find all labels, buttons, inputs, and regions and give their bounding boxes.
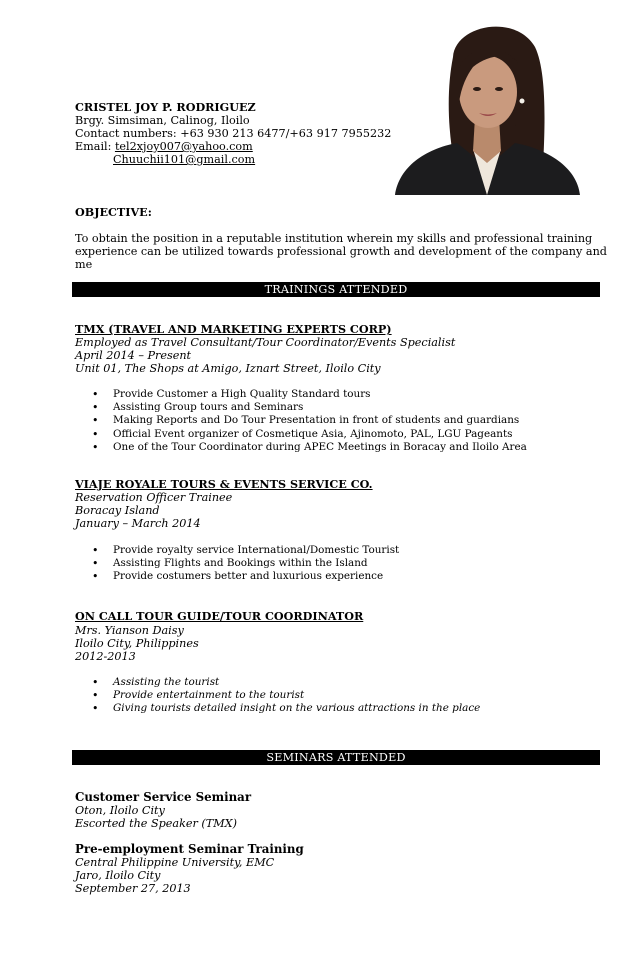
job-detail: 2012-2013 xyxy=(75,650,136,663)
email-line xyxy=(75,140,253,153)
job-duties-list xyxy=(75,388,527,454)
job-detail: April 2014 – Present xyxy=(75,349,192,362)
list-item: • Provide Customer a High Quality Standard tours xyxy=(75,388,527,401)
objective-line: experience can be utilized towards professional growth and development of the company and xyxy=(75,245,607,258)
list-item: • Provide entertainment to the tourist xyxy=(75,689,480,702)
seminar-detail: September 27, 2013 xyxy=(75,882,191,895)
seminar-title: Pre-employment Seminar Training xyxy=(75,842,304,856)
contact-numbers: Contact numbers: +63 930 213 6477/+63 917 7955232 xyxy=(75,127,392,140)
seminar-detail: Escorted the Speaker (TMX) xyxy=(75,817,238,830)
list-item: • Provide royalty service International/Domestic Tourist xyxy=(75,544,399,557)
objective-heading: OBJECTIVE: xyxy=(75,205,152,219)
list-item: • Provide costumers better and luxurious experience xyxy=(75,570,399,583)
profile-photo xyxy=(395,17,580,195)
list-item: • Assisting Group tours and Seminars xyxy=(75,401,527,414)
job-detail: Employed as Travel Consultant/Tour Coordinator/Events Specialist xyxy=(75,336,456,349)
seminar-detail: Jaro, Iloilo City xyxy=(75,869,161,882)
list-item: • Assisting Flights and Bookings within the Island xyxy=(75,557,399,570)
list-item: • Assisting the tourist xyxy=(75,676,480,689)
objective-line: me xyxy=(75,258,93,271)
email-link-yahoo[interactable]: tel2xjoy007@yahoo.com xyxy=(114,140,253,153)
job-detail: Boracay Island xyxy=(75,504,160,517)
email-label: Email: xyxy=(75,140,115,153)
job-company: ON CALL TOUR GUIDE/TOUR COORDINATOR xyxy=(75,609,364,623)
list-item: • One of the Tour Coordinator during APEC Meetings in Boracay and Iloilo Area xyxy=(75,441,527,454)
objective-line: To obtain the position in a reputable institution wherein my skills and professional training xyxy=(75,232,593,245)
list-item: • Official Event organizer of Cosmetique Asia, Ajinomoto, PAL, LGU Pageants xyxy=(75,428,527,441)
job-detail: January – March 2014 xyxy=(75,517,201,530)
job-detail: Unit 01, The Shops at Amigo, Iznart Street, Iloilo City xyxy=(75,362,381,375)
job-duties-list xyxy=(75,676,480,716)
seminar-detail: Oton, Iloilo City xyxy=(75,804,165,817)
job-company: VIAJE ROYALE TOURS & EVENTS SERVICE CO. xyxy=(75,477,373,491)
email-link-gmail[interactable]: Chuuchii101@gmail.com xyxy=(113,153,256,166)
job-company: TMX (TRAVEL AND MARKETING EXPERTS CORP) xyxy=(75,322,392,336)
list-item: • Making Reports and Do Tour Presentation in front of students and guardians xyxy=(75,414,527,427)
job-duties-list xyxy=(75,544,399,584)
seminar-detail: Central Philippine University, EMC xyxy=(75,856,275,869)
job-detail: Iloilo City, Philippines xyxy=(75,637,199,650)
job-detail: Mrs. Yianson Daisy xyxy=(75,624,184,637)
job-detail: Reservation Officer Trainee xyxy=(75,491,233,504)
seminars-section-bar: SEMINARS ATTENDED xyxy=(72,750,600,765)
trainings-section-bar: TRAININGS ATTENDED xyxy=(72,282,600,297)
seminar-title: Customer Service Seminar xyxy=(75,790,252,804)
list-item: • Giving tourists detailed insight on the various attractions in the place xyxy=(75,702,480,715)
address: Brgy. Simsiman, Calinog, Iloilo xyxy=(75,114,250,127)
applicant-name: CRISTEL JOY P. RODRIGUEZ xyxy=(75,100,256,114)
